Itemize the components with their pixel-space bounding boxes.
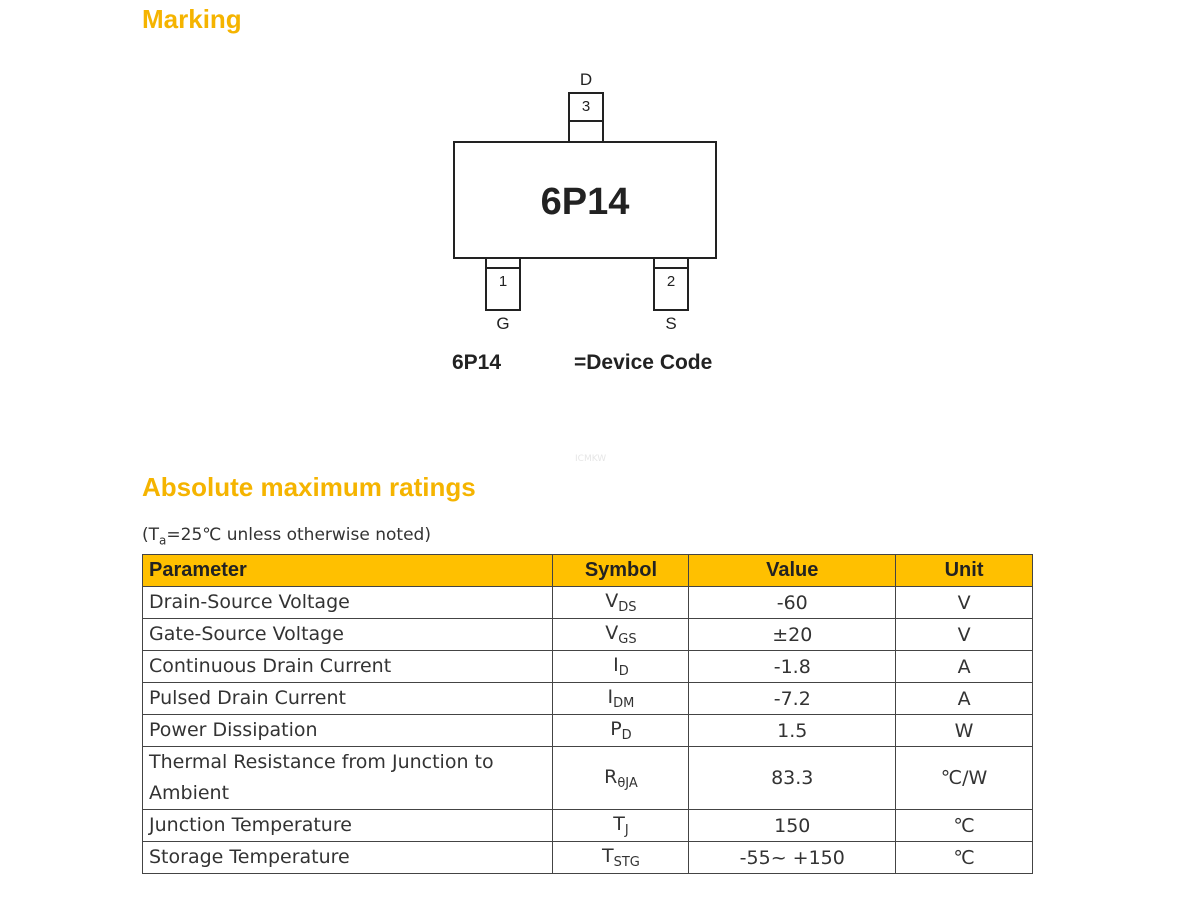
param-cell: Continuous Drain Current [143,651,553,683]
unit-cell: A [896,651,1033,683]
table-row [143,810,1033,842]
symbol-sub: D [621,728,632,743]
unit-cell: ℃ [896,810,1033,842]
param-cell: Gate-Source Voltage [143,619,553,651]
symbol-sub: GS [618,632,637,647]
pin3-number: 3 [581,98,591,115]
symbol-sub: DM [613,696,635,711]
symbol-cell [553,715,689,747]
value-cell: 83.3 [689,747,896,810]
table-row [143,683,1033,715]
legend-code: 6P14 [452,351,502,374]
symbol-main: T [613,813,625,835]
pin2 [653,259,689,311]
symbol-main: T [601,845,614,867]
symbol-main: I [613,654,619,676]
legend-text: =Device Code [574,351,713,374]
pin3-label: D [579,70,593,89]
note-suffix: =25℃ unless otherwise noted) [166,525,431,545]
unit-cell: V [896,587,1033,619]
pin1-number: 1 [498,273,508,290]
marking-section-title: Marking [142,4,242,34]
note-prefix: (T [142,525,160,545]
unit-cell: ℃ [896,842,1033,874]
header-value: Value [689,555,896,587]
table-row [143,619,1033,651]
header-unit: Unit [896,555,1033,587]
table-row [143,842,1033,874]
pin3-band [570,120,602,130]
table-row [143,651,1033,683]
symbol-sub: θJA [617,775,638,791]
pin2-number: 2 [666,273,676,290]
pin1-label: G [496,314,510,333]
symbol-sub: J [624,823,629,838]
value-cell: -60 [689,587,896,619]
pin1-band [487,259,519,269]
symbol-sub: D [618,664,629,679]
pin2-label: S [665,314,677,333]
pin1 [485,259,521,311]
value-cell: 150 [689,810,896,842]
value-cell: -7.2 [689,683,896,715]
table-header-row [143,555,1033,587]
table-row [143,587,1033,619]
table-row [143,747,1033,810]
pin3 [568,92,604,143]
value-cell: 1.5 [689,715,896,747]
value-cell: -55~ +150 [689,842,896,874]
pin2-band [655,259,687,269]
symbol-sub: STG [613,855,640,870]
param-cell: Thermal Resistance from Junction to Ambient [143,747,553,810]
value-cell: -1.8 [689,651,896,683]
header-parameter: Parameter [143,555,553,587]
symbol-cell [553,842,689,874]
symbol-main: I [607,686,614,708]
symbol-main: P [610,718,622,740]
param-cell: Power Dissipation [143,715,553,747]
param-cell: Junction Temperature [143,810,553,842]
watermark-text: ICMKW [575,454,607,464]
header-symbol: Symbol [553,555,689,587]
ratings-table [142,554,1033,874]
symbol-cell [553,587,689,619]
unit-cell: W [896,715,1033,747]
unit-cell: A [896,683,1033,715]
unit-cell: ℃/W [896,747,1033,810]
unit-cell: V [896,619,1033,651]
symbol-main: R [604,765,618,788]
symbol-cell [553,619,689,651]
value-cell: ±20 [689,619,896,651]
note-sub: a [159,533,167,548]
param-cell: Pulsed Drain Current [143,683,553,715]
symbol-main: V [605,590,619,612]
symbol-cell [553,683,689,715]
symbol-cell [553,810,689,842]
param-cell: Drain-Source Voltage [143,587,553,619]
device-code: 6P14 [540,181,630,223]
symbol-main: V [605,622,619,644]
package-body [453,141,717,259]
table-row [143,715,1033,747]
symbol-cell [553,747,689,810]
conditions-note [142,525,431,547]
symbol-cell [553,651,689,683]
amr-section-title: Absolute maximum ratings [142,472,476,502]
symbol-sub: DS [618,600,637,615]
param-cell: Storage Temperature [143,842,553,874]
